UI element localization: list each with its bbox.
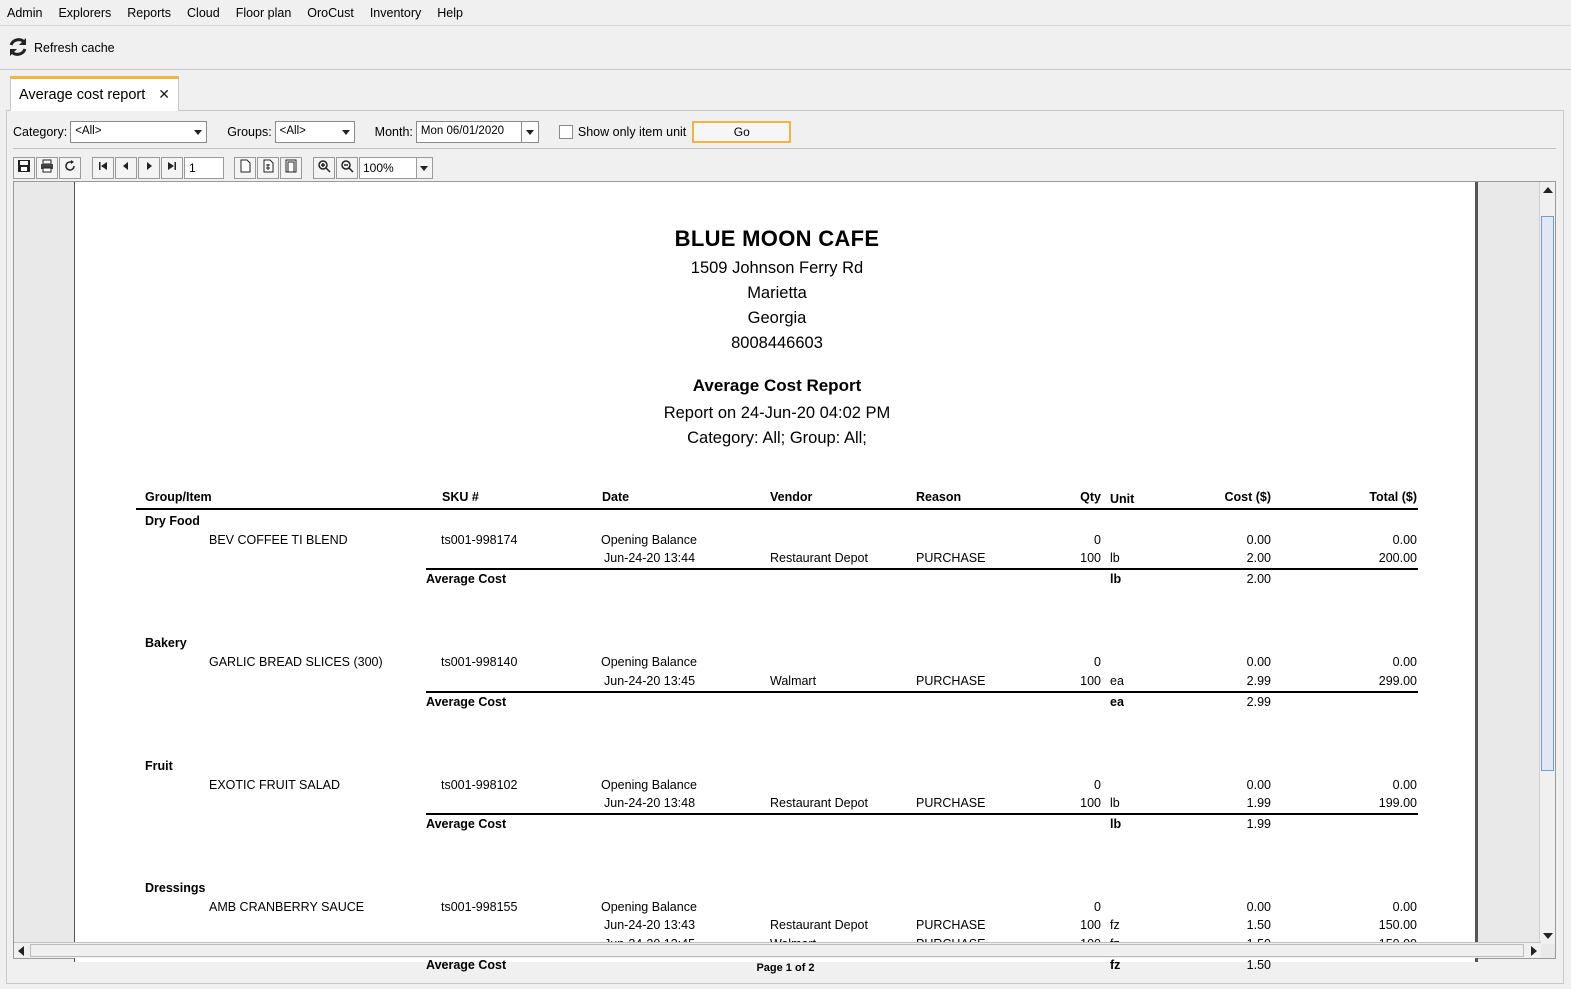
group-name: Bakery (145, 636, 187, 651)
save-icon (17, 159, 31, 176)
col-header-sku: SKU # (442, 490, 479, 504)
row-total: 150.00 (1378, 918, 1417, 933)
print-icon (40, 159, 54, 176)
item-name: AMB CRANBERRY SAUCE (209, 900, 365, 915)
col-header-vendor: Vendor (770, 490, 813, 504)
subtotal-rule (426, 568, 1418, 570)
filter-row (13, 120, 791, 144)
refresh-icon (6, 35, 30, 62)
next-page-button[interactable] (138, 157, 160, 179)
groups-select[interactable] (275, 121, 355, 143)
row-reason: PURCHASE (916, 918, 986, 933)
month-dropdown-button[interactable] (522, 121, 539, 143)
show-only-item-unit-label: Show only item unit (577, 125, 687, 139)
chevron-down-icon (194, 130, 202, 135)
item-name: BEV COFFEE TI BLEND (209, 533, 348, 547)
previous-page-button[interactable] (115, 157, 137, 179)
state: Georgia (747, 309, 807, 327)
group-name: Dry Food (145, 514, 200, 528)
col-header-unit: Unit (1110, 492, 1135, 506)
row-cost: 0.00 (1246, 900, 1271, 915)
average-cost-value: 2.00 (1246, 572, 1271, 587)
city: Marietta (747, 284, 807, 302)
fit-width-button[interactable] (280, 157, 302, 179)
header-rule (136, 508, 1418, 510)
menu-cloud[interactable]: Cloud (187, 5, 220, 20)
col-header-reason: Reason (916, 490, 962, 504)
group-name: Dressings (145, 881, 206, 896)
average-cost-label: Average Cost (426, 817, 507, 832)
row-unit: fz (1110, 918, 1120, 933)
row-cost: 0.00 (1246, 533, 1271, 547)
item-sku: ts001-998102 (441, 777, 518, 792)
cafe-name: BLUE MOON CAFE (674, 226, 880, 251)
row-reason: PURCHASE (916, 551, 986, 566)
group-name: Fruit (145, 758, 173, 773)
row-total: 0.00 (1392, 533, 1417, 547)
average-cost-label: Average Cost (426, 957, 507, 972)
row-date: Opening Balance (601, 533, 697, 547)
menu-bar (0, 0, 1571, 26)
row-total: 0.00 (1392, 777, 1417, 792)
zoom-out-button[interactable] (336, 157, 358, 179)
row-total: 199.00 (1378, 796, 1417, 810)
scroll-down-icon[interactable] (1543, 933, 1553, 939)
subtotal-rule (426, 691, 1418, 693)
average-cost-unit: lb (1110, 817, 1122, 832)
average-cost-unit: ea (1110, 694, 1124, 709)
first-page-icon (96, 159, 110, 176)
fit-page-button[interactable] (257, 157, 279, 179)
actual-size-button[interactable] (234, 157, 256, 179)
col-header-date: Date (602, 490, 630, 504)
row-unit: ea (1110, 673, 1124, 688)
month-field[interactable] (416, 121, 522, 143)
show-only-item-unit-checkbox[interactable] (559, 125, 573, 139)
chevron-down-icon (526, 130, 534, 135)
horizontal-scrollbar[interactable] (14, 942, 1541, 958)
row-vendor: Walmart (770, 673, 817, 688)
average-cost-unit: fz (1110, 957, 1121, 972)
page-icon (238, 159, 252, 176)
average-cost-unit: lb (1110, 572, 1122, 587)
item-name: EXOTIC FRUIT SALAD (209, 777, 341, 792)
row-vendor: Restaurant Depot (770, 551, 868, 566)
fit-width-icon (284, 159, 298, 176)
row-qty: 100 (1080, 673, 1101, 688)
last-page-icon (165, 159, 179, 176)
row-qty: 100 (1080, 918, 1101, 933)
item-sku: ts001-998140 (441, 655, 518, 670)
fit-page-icon (261, 159, 275, 176)
previous-icon (119, 159, 133, 176)
row-vendor: Restaurant Depot (770, 918, 868, 933)
close-icon[interactable]: ✕ (158, 86, 170, 102)
average-cost-value: 1.50 (1246, 957, 1271, 972)
col-header-group-item: Group/Item (145, 490, 212, 504)
address-line: 1509 Johnson Ferry Rd (690, 259, 864, 277)
average-cost-value: 2.99 (1246, 694, 1271, 709)
go-button[interactable]: Go (692, 121, 791, 143)
report-title: Average Cost Report (692, 376, 862, 395)
row-cost: 2.99 (1246, 673, 1271, 688)
scroll-up-icon[interactable] (1543, 187, 1553, 193)
viewer-toolbar (13, 156, 433, 179)
row-date: Opening Balance (601, 777, 697, 792)
row-total: 200.00 (1378, 551, 1417, 566)
menu-inventory[interactable]: Inventory (369, 5, 422, 20)
divider (13, 148, 1556, 149)
category-label: Category: (13, 125, 68, 139)
item-sku: ts001-998155 (441, 900, 518, 915)
scroll-thumb[interactable] (1541, 216, 1554, 771)
groups-label: Groups: (227, 125, 272, 139)
row-qty: 100 (1080, 551, 1101, 566)
scroll-left-icon[interactable] (18, 946, 24, 956)
average-cost-label: Average Cost (426, 694, 507, 709)
zoom-input[interactable]: 100% (359, 157, 417, 179)
row-qty: 100 (1080, 796, 1101, 810)
horizontal-scroll-thumb[interactable] (30, 944, 1524, 957)
menu-orocust[interactable]: OroCust (307, 5, 354, 20)
print-button[interactable] (36, 157, 58, 179)
report-filter-line: Category: All; Group: All; (687, 429, 867, 447)
row-date: Opening Balance (601, 655, 697, 670)
row-total: 299.00 (1378, 673, 1417, 688)
reload-button[interactable] (59, 157, 81, 179)
col-header-cost: Cost ($) (1224, 490, 1271, 504)
tab-average-cost-report[interactable] (10, 76, 179, 111)
row-qty: 0 (1094, 900, 1101, 915)
refresh-cache-label: Refresh cache (34, 41, 115, 55)
average-cost-label: Average Cost (426, 572, 507, 587)
row-cost: 2.00 (1246, 551, 1271, 566)
row-qty: 0 (1094, 655, 1101, 670)
chevron-down-icon (342, 130, 350, 135)
row-date: Jun-24-20 13:43 (604, 918, 696, 933)
menu-explorers[interactable]: Explorers (58, 5, 112, 20)
col-header-total: Total ($) (1369, 490, 1417, 504)
row-reason: PURCHASE (916, 796, 986, 810)
row-qty: 0 (1094, 777, 1101, 792)
vertical-scrollbar[interactable] (1539, 182, 1555, 944)
col-header-qty: Qty (1080, 490, 1101, 504)
zoom-in-icon (317, 159, 331, 176)
row-unit: lb (1110, 796, 1120, 810)
first-page-button[interactable] (92, 157, 114, 179)
row-cost: 1.50 (1246, 918, 1271, 933)
row-reason: PURCHASE (916, 673, 986, 688)
menu-help[interactable]: Help (437, 5, 463, 20)
refresh-cache-button[interactable] (6, 35, 115, 62)
row-total: 0.00 (1392, 655, 1417, 670)
category-value: <All> (75, 125, 102, 137)
average-cost-value: 1.99 (1246, 817, 1271, 832)
item-name: GARLIC BREAD SLICES (300) (209, 655, 383, 670)
menu-reports[interactable]: Reports (127, 5, 172, 20)
phone: 8008446603 (731, 334, 823, 352)
report-date: Report on 24-Jun-20 04:02 PM (663, 404, 891, 422)
row-date: Jun-24-20 13:48 (604, 796, 696, 810)
row-cost: 0.00 (1246, 655, 1271, 670)
menu-floor-plan[interactable]: Floor plan (235, 5, 292, 20)
page-number-input[interactable]: 1 (184, 157, 224, 179)
row-total: 0.00 (1392, 900, 1417, 915)
row-date: Jun-24-20 13:45 (604, 673, 696, 688)
menu-admin[interactable]: Admin (7, 5, 43, 20)
tab-label: Average cost report (19, 87, 146, 103)
month-value: Mon 06/01/2020 (420, 125, 505, 137)
item-sku: ts001-998174 (441, 533, 518, 547)
reload-icon (63, 159, 77, 176)
next-icon (142, 159, 156, 176)
row-date: Opening Balance (601, 900, 697, 915)
row-qty: 0 (1094, 533, 1101, 547)
groups-value: <All> (279, 125, 306, 137)
scroll-right-icon[interactable] (1531, 946, 1537, 956)
page-status: Page 1 of 2 (756, 962, 815, 974)
category-select[interactable] (70, 121, 207, 143)
row-cost: 0.00 (1246, 777, 1271, 792)
zoom-out-icon (340, 159, 354, 176)
zoom-in-button[interactable] (313, 157, 335, 179)
subtotal-rule (426, 813, 1418, 815)
row-date: Jun-24-20 13:44 (604, 551, 696, 566)
last-page-button[interactable] (161, 157, 183, 179)
row-vendor: Restaurant Depot (770, 796, 868, 810)
zoom-dropdown-button[interactable] (417, 157, 433, 179)
main-toolbar (0, 27, 1571, 70)
row-cost: 1.99 (1246, 796, 1271, 810)
month-label: Month: (374, 125, 413, 139)
save-button[interactable] (13, 157, 35, 179)
row-unit: lb (1110, 551, 1120, 566)
